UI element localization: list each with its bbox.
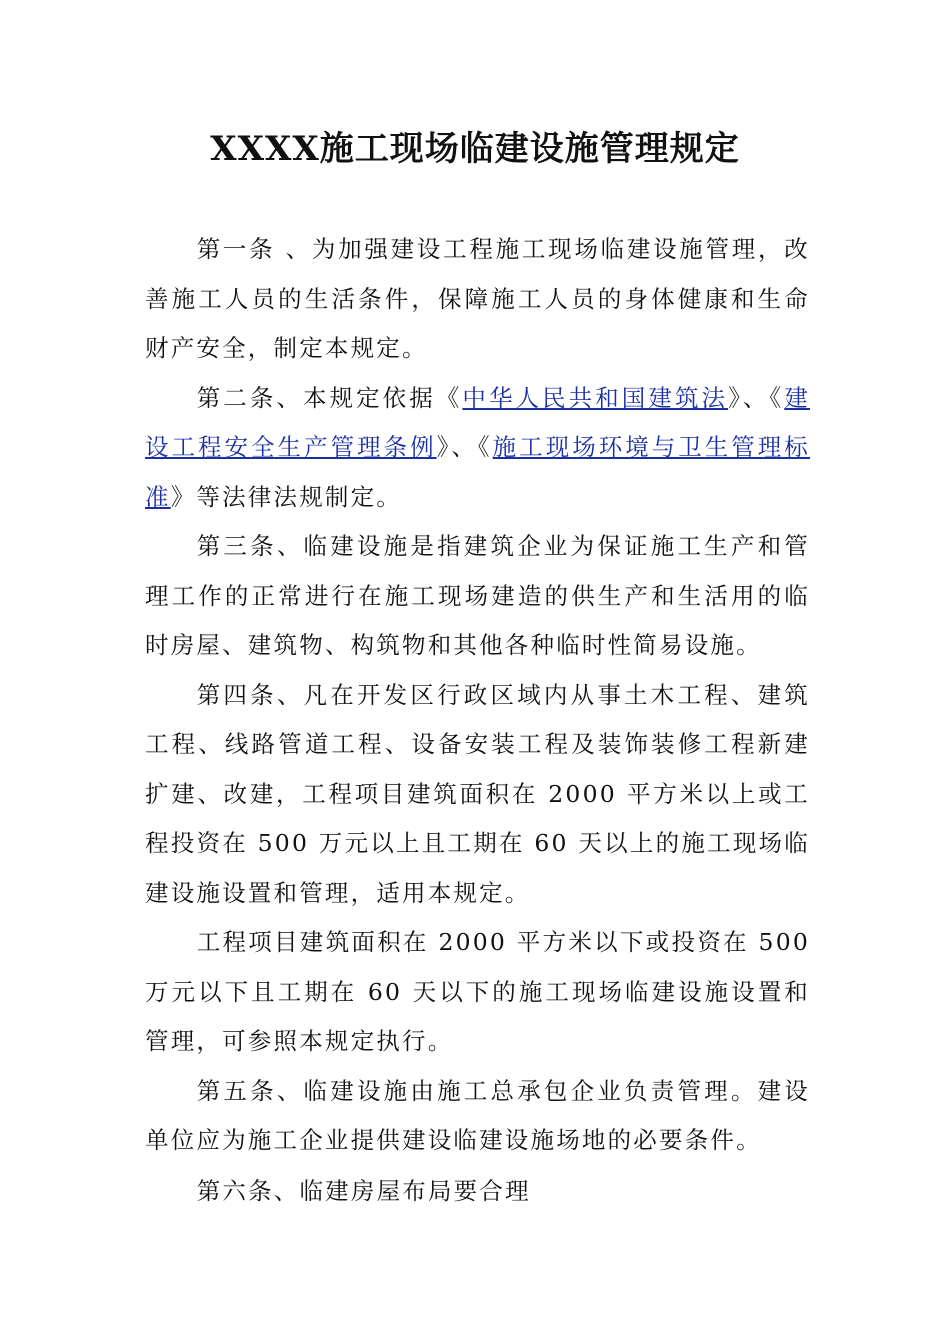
link-safety-regulation[interactable]: 建设工程安全生产管理条例: [145, 383, 811, 461]
article-2-text-part3: 》、《: [436, 433, 493, 461]
link-construction-law[interactable]: 中华人民共和国建筑法: [462, 383, 729, 412]
article-2-paragraph: [145, 374, 810, 523]
article-2-text-part4: 》等法律法规制定。: [170, 482, 403, 511]
document-body: [145, 225, 810, 1216]
article-3-paragraph: 第三条、临建设施是指建筑企业为保证施工生产和管理工作的正常进行在施工现场建造的供生产和生活用的临时房屋、建筑物、构筑物和其他各种临时性简易设施。: [145, 532, 810, 659]
article-6-paragraph: 第六条、临建房屋布局要合理: [196, 1176, 531, 1205]
article-5-paragraph: 第五条、临建设施由施工总承包企业负责管理。建设单位应为施工企业提供建设临建设施场地的必要条件。: [145, 1076, 810, 1154]
article-2-text-part2: 》、《: [728, 383, 785, 412]
article-2-text-part1: 第二条、本规定依据《: [196, 383, 463, 412]
link-hygiene-standard[interactable]: 施工现场环境与卫生管理标准: [145, 433, 810, 511]
article-4-paragraph: 第四条、凡在开发区行政区域内从事土木工程、建筑工程、线路管道工程、设备安装工程及装饰装修工程新建扩建、改建，工程项目建筑面积在 2000 平方米以上或工程投资在 500 万元以上且工期在 60 天以上的施工现场临建设施设置和管理，适用本规定。: [145, 680, 810, 907]
article-1-paragraph: 第一条 、为加强建设工程施工现场临建设施管理，改善施工人员的生活条件，保障施工人员的身体健康和生命财产安全，制定本规定。: [145, 235, 810, 362]
article-4-supplement-paragraph: 工程项目建筑面积在 2000 平方米以下或投资在 500 万元以下且工期在 60 天以下的施工现场临建设施设置和管理，可参照本规定执行。: [145, 928, 810, 1055]
document-title: XXXX施工现场临建设施管理规定: [210, 129, 740, 169]
